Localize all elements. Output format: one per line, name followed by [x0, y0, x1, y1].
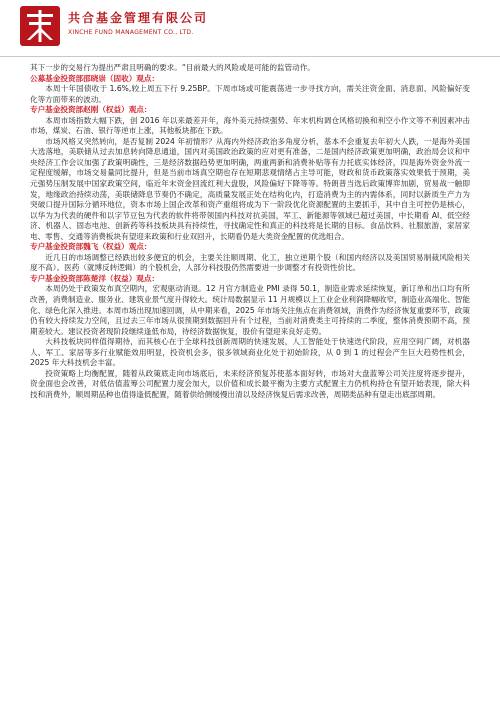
paragraph: 投资策略上均衡配置，随着从政策底走向市场底后，未来经济预复苏使基本面好转，市场对大盘蓝筹公司关注度将逐步提升，资金面也会改善，对低估值蓝筹公司配置力度会加大，以价值和成长最平衡为主要方式配置主力仍机构持仓有望开始表现，除大科技和消费外，顺周期品种也值得逢低配置，随着供给侧缓慢出清以及经济恢复后需求改善，周期类品种有望走出底部周期。	[30, 368, 470, 399]
company-name-cn: 共合基金管理有限公司	[68, 11, 209, 25]
document-body	[30, 63, 470, 401]
section-heading-equity-chen: 专户基金投资部陈楚洋（权益）观点：	[30, 273, 160, 283]
section-heading-equity-wei: 专户基金投资部魏飞（权益）观点：	[30, 242, 152, 252]
paragraph: 市场风格又突然转向，是否复制 2024 年初情形？从海内外经济政治多角度分析，基本不会重复去年初大人跌，一是海外美国大选落地，美联储从过去加息转向降息通道，国内对美国政治政策的应对更有准备，二是国内经济政策更加明确，政治局会议和中央经济工作会议加强了政策明确性，三是经济数据趋势更加明确，两重两新和消费补贴等有力托底实体经济，四是海外资金外流一定程度缓解，市场交易量同比提升，但是当前市场真空期也存在短期悲观情绪占主导可能，财政和货币政策落实效果低于预期，美元强势压制发展中国家政策空间，临近年末资金回流红利大盘股，风险偏好下降等等。特朗普当选后政策博弈加剧，贸易战一触即发，地缘政治持续动荡，美联储降息节奏仍不确定，高质量发展正处在结构化内，打造消费为主的内需体系，同时以新质生产力为突破口提升国际分循环地位，资本市场上国企改革和资产重组将成为下一阶段优化资源配置的主要抓手，其中自主可控仍是核心，以华为为代表的硬件和以字节豆包为代表的软件将带领国内科技对抗美国，军工、新能源等领域已超过美国，中长期看 AI、低空经济、机器人、固态电池、创新药等科技板块具有持续性，寻找确定性和真正的科技将是长期的目标。食品饮料、社服旅游，家居家电、零售、交通等消费板块有望迎来政策和行业双回升，长期看仍是大类资金配置的优选组合。	[30, 136, 470, 241]
paragraph: 本周十年国债收于 1.6%,较上周五下行 9.25BP。下周市场或可能震荡进一步寻找方向，需关注资金面、消息面、风险偏好变化等方面带来的波动。	[30, 84, 470, 104]
paragraph: 本周仍处于政策发布真空期内，宏观驱动消退。12 月官方制造业 PMI 录得 50.1，制造业需求延续恢复，新订单和出口均有所改善，消费制造业、服务业、建筑业景气度升得较大。统计局数据显示 11 月规模以上工业企业利润降幅收窄，制造业高端化、智能化、绿色化深入推进。本周市场出现加速回调，从中期来看，2025 年市场关注焦点在消费领域，消费作为经济恢复重要环节，政策仍有较大持续发力空间，且过去三年市场从很预期到数据回升有个过程，当前对消费类主可持续的二季度，整体消费预期不高，预期差较大。建议投资者现阶段继续逢低布局，待经济数据恢复，股价有望迎来良好走势。	[30, 284, 470, 336]
section-heading-equity-zhao: 专户基金投资部赵刚（权益）观点：	[30, 105, 152, 115]
paragraph: 近几日的市场调整已经跌出较多便宜的机会，主要关注顺周期、化工，独立逆期个股（和国内经济以及美国贸易制裁风险相关度不高）。医药（就博反转逻辑）的个股机会，人部分科技股仍然需要进一步调整才有投资性价比。	[30, 252, 470, 273]
section-heading-fixed-income: 公募基金投资部邵晓崇（固收）观点：	[30, 73, 160, 83]
paragraph: 本周市场指数大幅下跌，创 2016 年以来最差开年，海外美元持续强势、年末机构调仓风格切换和利空小作文等不利因素冲击市场，煤炭、石油、银行等逆市上涨，其他板块都在下跌。	[30, 115, 470, 136]
page-header	[0, 0, 500, 57]
intro-text: 其下一步的交易行为提出严肃且明确的要求。“目前最大的风险或是可能的监管动作。	[30, 63, 315, 72]
company-name-en: XINCHE FUND MANAGEMENT CO., LTD.	[68, 29, 194, 36]
paragraph: 大科技板块同样值得期待，而其核心在于全球科技创新周期的快速发展，人工智能处于快速迭代阶段，应用空间广阔，对机器人、军工、家居等多行业赋能效用明显，投资机会多，很多领域商业化处于初始阶段，从 0 到 1 的过程会产生巨大趋势性机会，2025 年大科技机会丰富。	[30, 337, 470, 368]
company-logo-icon	[20, 6, 60, 46]
